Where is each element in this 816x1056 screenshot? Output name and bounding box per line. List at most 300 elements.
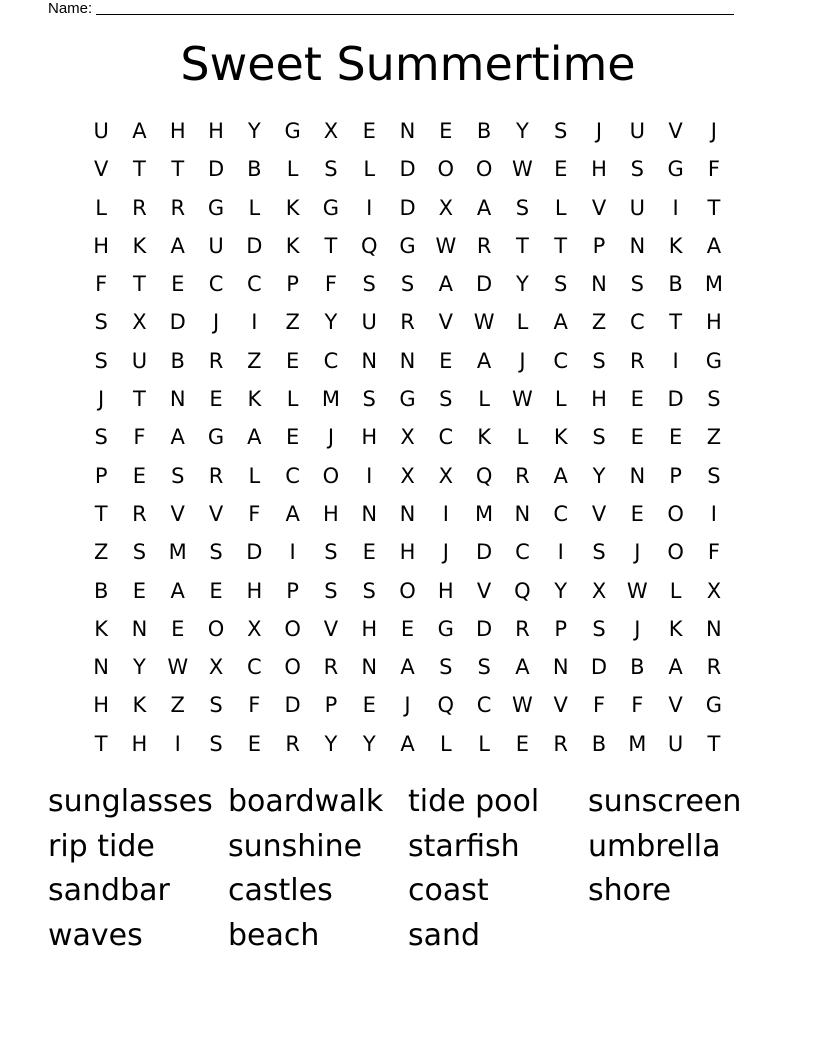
grid-letter: D	[207, 157, 225, 182]
grid-letter: D	[284, 693, 301, 718]
grid-letter: B	[93, 578, 109, 603]
grid-letter: K	[132, 693, 147, 718]
grid-letter: N	[361, 655, 378, 680]
word-list-item: coast	[408, 873, 489, 909]
grid-letter: Y	[133, 655, 146, 680]
grid-letter: E	[362, 540, 376, 565]
word-list-item: sandbar	[48, 873, 170, 909]
grid-letter: I	[442, 501, 449, 526]
grid-letter: R	[170, 195, 186, 220]
grid-letter: O	[437, 157, 455, 182]
grid-letter: U	[131, 348, 148, 373]
grid-letter: N	[131, 616, 148, 641]
grid-letter: S	[592, 348, 606, 373]
grid-letter: L	[286, 387, 299, 412]
grid-letter: K	[477, 425, 491, 450]
grid-letter: L	[554, 195, 567, 220]
grid-letter: P	[94, 463, 108, 488]
name-line	[48, 0, 734, 18]
grid-letter: L	[554, 387, 567, 412]
grid-letter: Z	[285, 310, 300, 335]
grid-letter: S	[362, 387, 376, 412]
grid-letter: E	[362, 119, 376, 143]
grid-letter: H	[399, 540, 416, 565]
grid-letter: E	[630, 501, 644, 526]
grid-letter: T	[94, 501, 108, 526]
grid-letter: R	[285, 731, 300, 756]
word-list	[48, 780, 768, 959]
grid-letter: F	[707, 157, 720, 182]
grid-letter: G	[437, 616, 454, 641]
grid-letter: H	[361, 616, 378, 641]
grid-letter: W	[167, 655, 189, 680]
grid-letter: S	[94, 425, 108, 450]
grid-letter: M	[321, 387, 340, 412]
grid-letter: H	[591, 157, 607, 182]
grid-letter: R	[515, 616, 530, 641]
grid-letter: A	[132, 119, 147, 143]
grid-letter: P	[554, 616, 568, 641]
grid-letter: N	[93, 655, 109, 680]
grid-letter: L	[478, 731, 490, 756]
grid-letter: X	[706, 578, 722, 603]
grid-letter: Z	[170, 693, 185, 718]
grid-letter: G	[399, 233, 416, 258]
grid-letter: C	[476, 693, 492, 718]
grid-letter: S	[324, 578, 338, 603]
grid-letter: R	[553, 731, 568, 756]
grid-letter: J	[404, 693, 411, 718]
grid-letter: X	[247, 616, 262, 641]
grid-letter: T	[133, 272, 146, 297]
grid-letter: S	[362, 578, 376, 603]
word-list-item: tide pool	[408, 784, 540, 819]
grid-letter: A	[553, 463, 568, 488]
grid-letter: S	[400, 272, 415, 297]
grid-letter: B	[247, 157, 262, 182]
grid-letter: Y	[554, 578, 568, 603]
grid-letter: C	[629, 310, 645, 335]
grid-letter: W	[473, 310, 495, 335]
grid-letter: B	[668, 272, 683, 297]
grid-letter: M	[628, 731, 647, 756]
grid-letter: O	[284, 616, 301, 641]
grid-letter: I	[672, 195, 679, 220]
grid-letter: W	[512, 387, 533, 412]
word-list-item: sand	[408, 918, 481, 954]
grid-letter: W	[512, 157, 533, 182]
grid-letter: T	[707, 195, 721, 220]
grid-letter: E	[171, 616, 185, 641]
grid-letter: V	[170, 501, 185, 526]
grid-letter: E	[285, 425, 300, 450]
grid-letter: T	[554, 233, 568, 258]
grid-letter: T	[707, 731, 721, 756]
grid-letter: X	[132, 310, 147, 335]
grid-letter: W	[626, 578, 648, 603]
grid-letter: G	[207, 195, 225, 220]
grid-letter: C	[515, 540, 530, 565]
grid-letter: A	[668, 655, 683, 680]
grid-letter: X	[438, 195, 454, 220]
grid-letter: V	[93, 157, 109, 182]
grid-letter: L	[248, 195, 261, 220]
grid-letter: J	[519, 348, 526, 373]
grid-letter: L	[516, 310, 529, 335]
grid-letter: R	[476, 233, 492, 258]
word-list-item: boardwalk	[228, 784, 384, 819]
grid-letter: H	[361, 425, 378, 450]
word-list-item: waves	[48, 918, 143, 954]
grid-letter: S	[439, 655, 453, 680]
grid-letter: B	[476, 119, 492, 143]
grid-letter: S	[132, 540, 147, 565]
grid-letter: F	[592, 693, 606, 718]
grid-letter: E	[132, 578, 147, 603]
grid-letter: S	[554, 272, 568, 297]
grid-letter: D	[590, 655, 608, 680]
grid-letter: A	[170, 578, 185, 603]
grid-letter: A	[438, 272, 453, 297]
grid-letter: K	[285, 195, 300, 220]
grid-letter: U	[667, 731, 684, 756]
grid-letter: N	[399, 501, 416, 526]
grid-letter: U	[93, 119, 109, 143]
grid-letter: V	[476, 578, 492, 603]
grid-letter: S	[171, 463, 185, 488]
grid-letter: F	[707, 540, 720, 565]
grid-letter: J	[634, 616, 641, 641]
grid-letter: O	[475, 157, 493, 182]
grid-letter: S	[362, 272, 376, 297]
grid-letter: N	[591, 272, 607, 297]
grid-letter: F	[95, 272, 108, 297]
grid-letter: N	[169, 387, 186, 412]
grid-letter: W	[512, 693, 533, 718]
grid-letter: A	[476, 195, 492, 220]
grid-letter: E	[439, 348, 453, 373]
grid-letter: E	[630, 425, 644, 450]
grid-letter: M	[475, 501, 494, 526]
grid-letter: S	[209, 540, 223, 565]
grid-letter: D	[476, 272, 493, 297]
grid-letter: K	[668, 616, 683, 641]
grid-letter: H	[437, 578, 454, 603]
grid-letter: N	[399, 119, 416, 143]
grid-letter: N	[361, 348, 378, 373]
grid-letter: S	[439, 387, 453, 412]
grid-letter: Y	[592, 463, 606, 488]
grid-letter: R	[132, 501, 147, 526]
grid-letter: Z	[93, 540, 109, 565]
grid-letter: E	[400, 616, 415, 641]
word-list-item: umbrella	[588, 828, 721, 864]
grid-letter: H	[208, 119, 224, 143]
grid-letter: R	[132, 195, 147, 220]
grid-letter: E	[362, 693, 376, 718]
grid-letter: K	[247, 387, 262, 412]
grid-letter: B	[170, 348, 185, 373]
grid-letter: C	[553, 348, 569, 373]
grid-letter: N	[629, 463, 646, 488]
grid-letter: U	[629, 119, 645, 143]
grid-letter: W	[435, 233, 457, 258]
grid-letter: Q	[475, 463, 493, 488]
grid-letter: I	[289, 540, 296, 565]
word-list-item: starfish	[408, 828, 520, 864]
grid-letter: H	[169, 119, 186, 143]
grid-letter: A	[170, 233, 185, 258]
word-list-item: sunscreen	[588, 784, 742, 819]
grid-letter: L	[286, 157, 299, 182]
grid-letter: H	[131, 731, 148, 756]
grid-letter: O	[207, 616, 225, 641]
grid-letter: V	[438, 310, 453, 335]
grid-letter: A	[170, 425, 185, 450]
grid-letter: Y	[362, 731, 376, 756]
grid-letter: T	[516, 233, 529, 258]
grid-letter: C	[208, 272, 224, 297]
grid-letter: O	[399, 578, 416, 603]
grid-letter: G	[322, 195, 340, 220]
grid-letter: S	[707, 463, 721, 488]
grid-letter: R	[706, 655, 722, 680]
grid-letter: A	[247, 425, 262, 450]
grid-letter: A	[285, 501, 300, 526]
grid-letter: E	[515, 731, 530, 756]
grid-letter: Z	[247, 348, 262, 373]
grid-letter: G	[667, 157, 684, 182]
grid-letter: F	[248, 693, 261, 718]
grid-letter: E	[554, 157, 568, 182]
grid-letter: O	[284, 655, 301, 680]
grid-letter: A	[476, 348, 492, 373]
grid-letter: E	[171, 272, 185, 297]
grid-letter: J	[634, 540, 641, 565]
grid-letter: I	[710, 501, 717, 526]
grid-letter: M	[704, 272, 723, 297]
grid-letter: J	[595, 119, 603, 143]
grid-letter: O	[667, 501, 684, 526]
grid-letter: R	[208, 348, 224, 373]
grid-letter: Q	[437, 693, 455, 718]
grid-letter: Z	[591, 310, 607, 335]
grid-letter: M	[168, 540, 187, 565]
grid-letter: R	[515, 463, 530, 488]
grid-letter: K	[94, 616, 109, 641]
grid-letter: A	[400, 731, 415, 756]
grid-letter: S	[515, 195, 530, 220]
page-title: Sweet Summertime	[180, 37, 636, 91]
word-list-item: shore	[588, 873, 672, 909]
grid-letter: T	[133, 157, 146, 182]
grid-letter: H	[706, 310, 722, 335]
grid-letter: G	[705, 693, 723, 718]
grid-letter: R	[323, 655, 339, 680]
grid-letter: Y	[247, 119, 261, 143]
name-label: Name:	[48, 0, 93, 17]
grid-letter: G	[284, 119, 301, 143]
grid-letter: T	[669, 310, 683, 335]
grid-letter: R	[630, 348, 645, 373]
grid-letter: P	[286, 272, 299, 297]
grid-letter: F	[631, 693, 644, 718]
grid-letter: A	[515, 655, 530, 680]
grid-letter: E	[247, 731, 261, 756]
grid-letter: C	[438, 425, 454, 450]
grid-letter: N	[552, 655, 569, 680]
name-write-line	[96, 0, 734, 15]
grid-letter: U	[629, 195, 645, 220]
word-list-item: rip tide	[48, 828, 155, 864]
grid-letter: Y	[324, 310, 338, 335]
grid-letter: E	[209, 578, 223, 603]
grid-letter: Q	[514, 578, 531, 603]
grid-letter: D	[399, 157, 416, 182]
word-list-item: sunglasses	[48, 784, 213, 819]
grid-letter: H	[93, 693, 110, 718]
grid-letter: L	[363, 157, 376, 182]
grid-letter: D	[246, 540, 263, 565]
grid-letter: Y	[516, 119, 529, 143]
grid-letter: S	[94, 310, 108, 335]
grid-letter: S	[324, 157, 338, 182]
grid-letter: J	[98, 387, 105, 412]
grid-letter: H	[93, 233, 110, 258]
grid-letter: S	[707, 387, 721, 412]
grid-letter: P	[669, 463, 682, 488]
grid-letter: X	[400, 425, 415, 450]
grid-letter: E	[132, 463, 147, 488]
grid-letter: L	[95, 195, 107, 220]
grid-letter: I	[557, 540, 564, 565]
grid-letter: V	[591, 501, 607, 526]
grid-letter: K	[132, 233, 147, 258]
grid-letter: T	[324, 233, 338, 258]
grid-letter: S	[592, 425, 606, 450]
grid-letter: J	[212, 310, 220, 335]
grid-letter: S	[209, 693, 223, 718]
grid-letter: T	[171, 157, 185, 182]
grid-letter: N	[706, 616, 722, 641]
grid-letter: Y	[516, 272, 529, 297]
grid-letter: C	[323, 348, 339, 373]
grid-letter: A	[553, 310, 568, 335]
grid-letter: A	[706, 233, 722, 258]
grid-letter: B	[591, 731, 607, 756]
grid-letter: S	[592, 540, 606, 565]
grid-letter: S	[592, 616, 606, 641]
grid-letter: F	[324, 272, 337, 297]
grid-letter: E	[630, 387, 644, 412]
grid-letter: S	[554, 119, 568, 143]
grid-letter: D	[399, 195, 416, 220]
grid-letter: V	[208, 501, 224, 526]
grid-letter: N	[399, 348, 416, 373]
grid-letter: J	[442, 540, 449, 565]
grid-letter: G	[207, 425, 225, 450]
grid-letter: E	[439, 119, 453, 143]
grid-letter: V	[668, 693, 683, 718]
grid-letter: P	[324, 693, 338, 718]
grid-letter: J	[710, 119, 717, 143]
grid-letter: G	[399, 387, 416, 412]
grid-letter: X	[323, 119, 339, 143]
grid-letter: F	[133, 425, 146, 450]
grid-letter: Z	[706, 425, 722, 450]
grid-letter: F	[248, 501, 261, 526]
letter-grid	[82, 112, 733, 763]
grid-letter: L	[669, 578, 682, 603]
grid-letter: N	[514, 501, 531, 526]
grid-letter: X	[208, 655, 224, 680]
grid-letter: P	[286, 578, 299, 603]
grid-letter: A	[400, 655, 415, 680]
grid-letter: X	[591, 578, 607, 603]
grid-letter: C	[553, 501, 569, 526]
grid-letter: D	[667, 387, 684, 412]
grid-letter: L	[516, 425, 529, 450]
grid-letter: N	[361, 501, 378, 526]
grid-letter: K	[553, 425, 568, 450]
grid-letter: E	[209, 387, 223, 412]
grid-letter: G	[705, 348, 723, 373]
grid-letter: E	[668, 425, 683, 450]
grid-letter: N	[629, 233, 646, 258]
grid-letter: R	[208, 463, 224, 488]
grid-letter: L	[478, 387, 490, 412]
grid-letter: Y	[324, 731, 338, 756]
grid-letter: T	[94, 731, 108, 756]
word-list-item: beach	[228, 918, 320, 954]
grid-letter: D	[476, 540, 493, 565]
grid-letter: V	[591, 195, 607, 220]
grid-letter: C	[285, 463, 300, 488]
grid-letter: S	[630, 272, 644, 297]
grid-letter: U	[361, 310, 377, 335]
grid-letter: H	[323, 501, 339, 526]
grid-letter: U	[208, 233, 224, 258]
grid-letter: C	[247, 272, 262, 297]
grid-letter: I	[366, 463, 373, 488]
grid-letter: I	[672, 348, 679, 373]
grid-letter: X	[400, 463, 415, 488]
grid-letter: P	[592, 233, 606, 258]
grid-letter: O	[667, 540, 684, 565]
grid-letter: J	[327, 425, 335, 450]
grid-letter: V	[553, 693, 568, 718]
grid-letter: S	[209, 731, 223, 756]
grid-letter: L	[248, 463, 261, 488]
grid-letter: K	[668, 233, 683, 258]
grid-letter: K	[285, 233, 300, 258]
grid-letter: I	[251, 310, 258, 335]
grid-letter: D	[246, 233, 263, 258]
grid-letter: T	[133, 387, 146, 412]
grid-letter: C	[247, 655, 262, 680]
grid-letter: O	[322, 463, 340, 488]
grid-letter: R	[400, 310, 415, 335]
grid-letter: I	[174, 731, 181, 756]
grid-letter: E	[285, 348, 300, 373]
grid-letter: B	[630, 655, 645, 680]
word-list-item: castles	[228, 873, 333, 909]
grid-letter: H	[591, 387, 607, 412]
grid-letter: S	[477, 655, 491, 680]
grid-letter: Q	[360, 233, 378, 258]
grid-letter: D	[476, 616, 493, 641]
grid-letter: H	[246, 578, 263, 603]
